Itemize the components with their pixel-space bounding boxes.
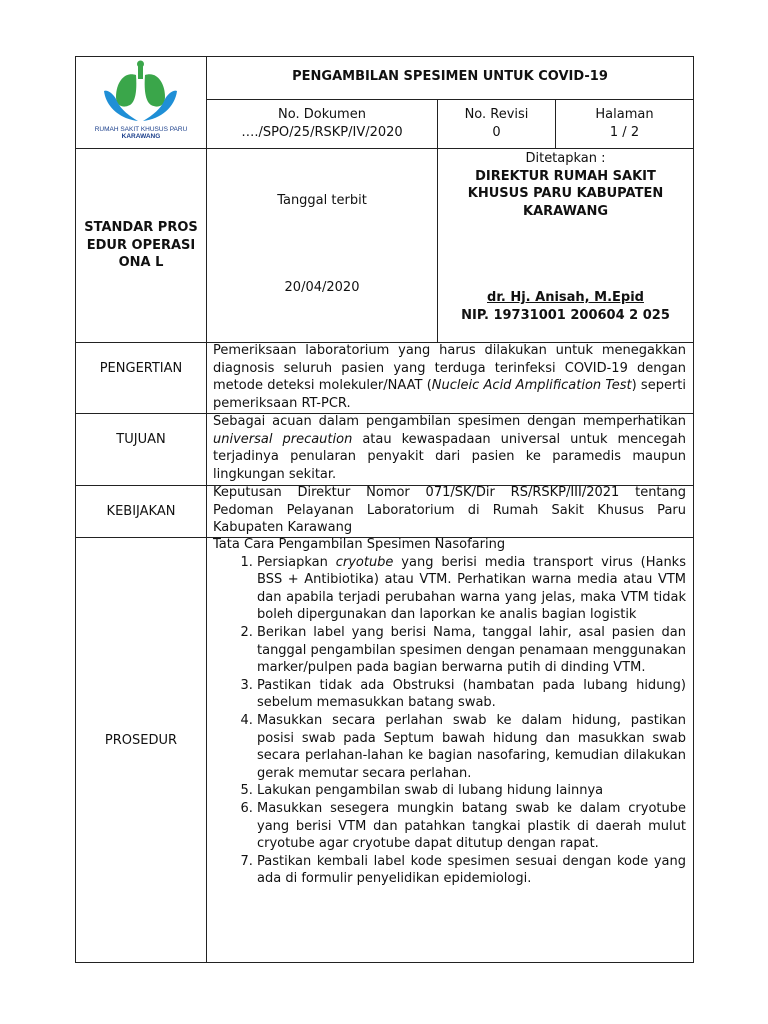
- step1-text-a: Persiapkan: [257, 554, 336, 570]
- prosedur-step: [257, 554, 686, 624]
- prosedur-step: 7. Pastikan kembali label kode spesimen sesuai dengan kode yang ada di formulir penyelidikan epidemiologi.: [257, 853, 686, 888]
- prosedur-intro: Tata Cara Pengambilan Spesimen Nasofaring: [213, 537, 506, 552]
- revision-cell: [438, 106, 555, 141]
- issued-date: 20/04/2020: [284, 280, 360, 295]
- logo-text-line1: RUMAH SAKIT KHUSUS PARU: [94, 126, 188, 133]
- prosedur-step: 4. Masukkan secara perlahan swab ke dalam hidung, pastikan posisi swab pada Septum bawah hidung dan masukkan swab secara perlahan-lahan ke bagian nasofaring, kemudian dilakukan gerak memutar secara perlahan.: [257, 712, 686, 782]
- table-border-right: [693, 56, 694, 963]
- prosedur-step: 6. Masukkan sesegera mungkin batang swab ke dalam cryotube yang berisi VTM dan patahkan tangkai plastik di daerah mulut cryotube agar cryotube dapat ditutup dengan rapat.: [257, 800, 686, 853]
- director-nip: NIP. 19731001 200604 2 025: [461, 307, 670, 323]
- tujuan-text-italic: universal precaution: [213, 431, 353, 447]
- prosedur-label: PROSEDUR: [104, 732, 178, 748]
- prosedur-content: [213, 536, 686, 888]
- table-line-title: [206, 99, 694, 100]
- issued-label: Tanggal terbit: [277, 193, 367, 208]
- doc-number-label: No. Dokumen: [278, 107, 366, 122]
- kebijakan-label: KEBIJAKAN: [106, 503, 176, 519]
- tujuan-text-a: Sebagai acuan dalam pengambilan spesimen dengan memperhatikan: [213, 414, 686, 429]
- sop-label: STANDAR PROSEDUR OPERASIONA L: [84, 220, 198, 271]
- pengertian-label: PENGERTIAN: [99, 360, 183, 376]
- director-title: DIREKTUR RUMAH SAKIT KHUSUS PARU KABUPATEN KARAWANG: [467, 168, 664, 219]
- pengertian-text: [213, 342, 686, 412]
- prosedur-step: 2. Berikan label yang berisi Nama, tanggal lahir, asal pasien dan tanggal pengambilan spesimen dengan penamaan menggunakan marker/pulpen pada bagian berwarna putih di dinding VTM.: [257, 624, 686, 677]
- doc-number-cell: [207, 106, 437, 141]
- prosedur-step: 5. Lakukan pengambilan swab di lubang hidung lainnya: [257, 782, 686, 800]
- page-label: Halaman: [595, 107, 654, 122]
- prosedur-step: 3. Pastikan tidak ada Obstruksi (hambatan pada lubang hidung) sebelum memasukkan batang swab.: [257, 677, 686, 712]
- logo-text-line2: KARAWANG: [121, 133, 161, 140]
- tujuan-text-b: atau kewaspadaan universal untuk mencegah terjadinya penularan penyakit dari pasien ke paramedis maupun lingkungan sekitar.: [213, 431, 686, 482]
- director-name: dr. Hj. Anisah, M.Epid: [487, 290, 644, 305]
- tujuan-label: TUJUAN: [116, 431, 166, 447]
- revision-label: No. Revisi: [464, 107, 529, 122]
- logo-text: [76, 126, 206, 140]
- pengertian-text-b: ) seperti pemeriksaan RT-PCR.: [213, 378, 686, 411]
- revision-value: 0: [492, 124, 501, 140]
- kebijakan-text: Keputusan Direktur Nomor 071/SK/Dir RS/RSKP/III/2021 tentang Pedoman Pelayanan Laboratorium di Rumah Sakit Khusus Paru Kabupaten Karawang: [213, 485, 686, 536]
- table-border-bottom: [75, 962, 694, 963]
- approval-cell: [438, 150, 693, 220]
- prosedur-steps: [213, 554, 686, 888]
- doc-number-value: …./SPO/25/RSKP/IV/2020: [241, 124, 403, 140]
- step1-text-b: yang berisi media transport virus (Hanks BSS + Antibiotika) atau VTM. Perhatikan warna media atau VTM dan apabila terjadi perubahan warna yang jelas, maka VTM tidak boleh dipergunakan dan laporkan ke analis bagian logistik: [257, 554, 686, 623]
- pengertian-text-italic: Nucleic Acid Amplification Test: [431, 378, 632, 394]
- step1-text-italic: cryotube: [335, 554, 394, 570]
- lungs-hands-icon: [76, 59, 206, 129]
- page-cell: [556, 106, 693, 141]
- hospital-logo: [76, 57, 206, 148]
- document-title: PENGAMBILAN SPESIMEN UNTUK COVID-19: [292, 69, 608, 84]
- director-signature: [438, 289, 693, 324]
- set-by-label: Ditetapkan :: [525, 151, 606, 166]
- tujuan-text: [213, 413, 686, 483]
- pengertian-text-a: Pemeriksaan laboratorium yang harus dilakukan untuk menegakkan diagnosis seluruh pasien yang terduga terinfeksi COVID-19 dengan metode deteksi molekuler/NAAT (: [213, 343, 686, 394]
- page-value: 1 / 2: [609, 124, 640, 140]
